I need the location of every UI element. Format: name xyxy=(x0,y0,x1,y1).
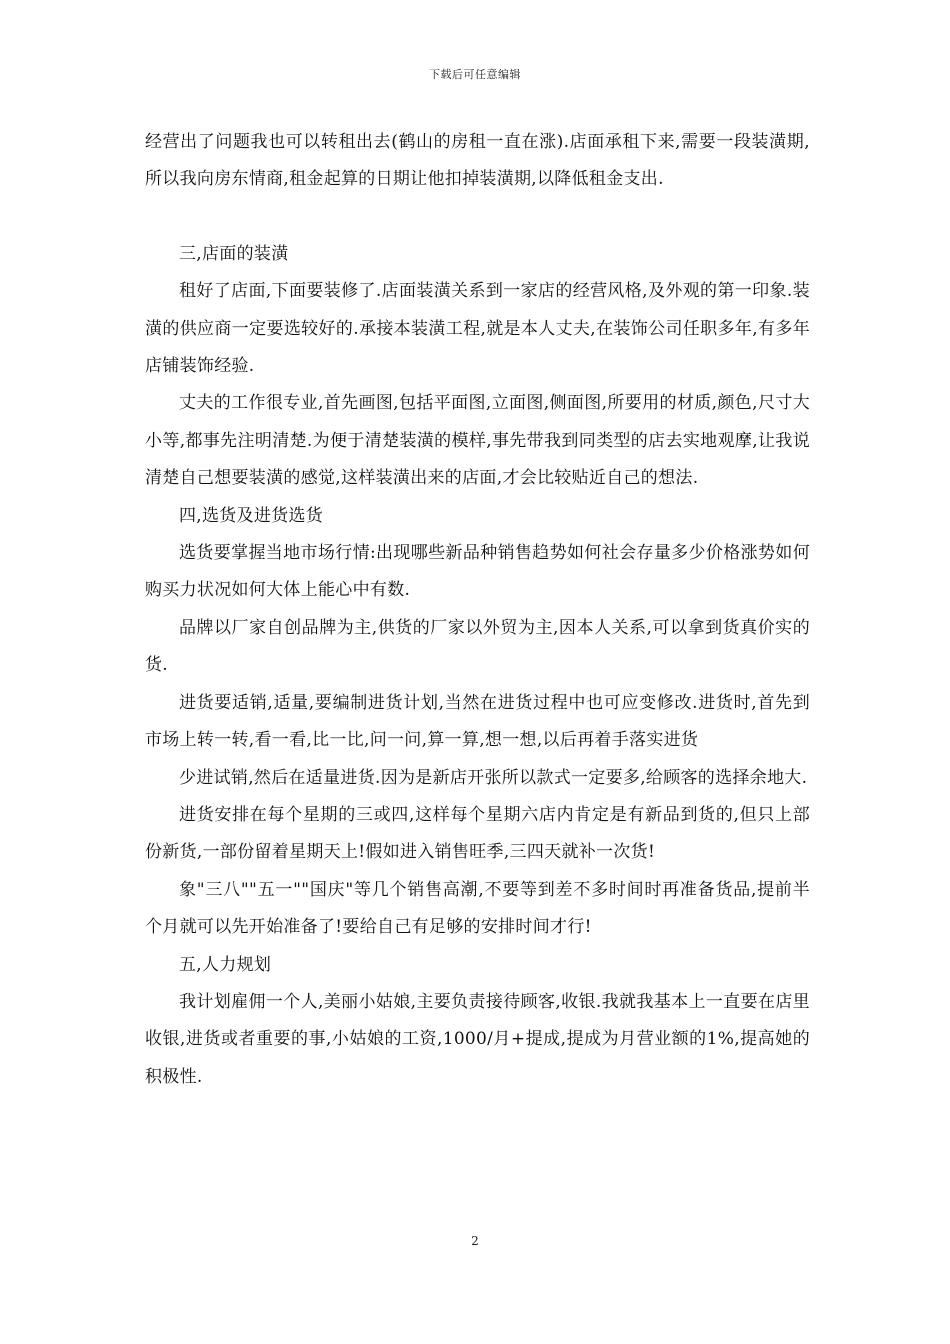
paragraph-continuation: 经营出了问题我也可以转租出去(鹤山的房租一直在涨).店面承租下来,需要一段装潢期,所以我向房东情商,租金起算的日期让他扣掉装潢期,以降低租金支出. xyxy=(145,132,810,190)
paragraph-holidays: 象"三八""五一""国庆"等几个销售高潮,不要等到差不多时间时再准备货品,提前半个月就可以先开始准备了!要给自己有足够的安排时间才行! xyxy=(145,879,810,938)
paragraph-staffing: 我计划雇佣一个人,美丽小姑娘,主要负责接待顾客,收银.我就我基本上一直要在店里收银,进货或者重要的事,小姑娘的工资,1000/月+提成,提成为月营业额的1%,提高她的积极性. xyxy=(145,991,810,1087)
paragraph-gap xyxy=(145,199,810,236)
paragraph-market-research: 选货要掌握当地市场行情:出现哪些新品种销售趋势如何社会存量多少价格涨势如何购买力状况如何大体上能心中有数. xyxy=(145,543,810,601)
page-number: 2 xyxy=(471,1234,479,1248)
section-heading-staffing: 五,人力规划 xyxy=(179,954,272,975)
paragraph-purchase-plan: 进货要适销,适量,要编制进货计划,当然在进货过程中也可应变修改.进货时,首先到市场上转一转,看一看,比一比,问一问,算一算,想一想,以后再着手落实进货 xyxy=(145,692,810,751)
paragraph-brand: 品牌以厂家自创品牌为主,供货的厂家以外贸为主,因本人关系,可以拿到货真价实的货. xyxy=(145,617,810,676)
section-heading-decoration: 三,店面的装潢 xyxy=(179,243,289,264)
paragraph-trial-sales: 少进试销,然后在适量进货.因为是新店开张所以款式一定要多,给顾客的选择余地大. xyxy=(179,767,808,788)
paragraph-schedule: 进货安排在每个星期的三或四,这样每个星期六店内肯定是有新品到货的,但只上部份新货,一部份留着星期天上!假如进入销售旺季,三四天就补一次货! xyxy=(145,804,810,863)
paragraph-decoration-details: 丈夫的工作很专业,首先画图,包括平面图,立面图,侧面图,所要用的材质,颜色,尺寸大小等,都事先注明清楚.为便于清楚装潢的模样,事先带我到同类型的店去实地观摩,让我说清楚自己想要装潢的感觉,这样装潢出来的店面,才会比较贴近自己的想法. xyxy=(145,393,810,489)
paragraph-decoration-intro: 租好了店面,下面要装修了.店面装潢关系到一家店的经营风格,及外观的第一印象.装潢的供应商一定要选较好的.承接本装潢工程,就是本人丈夫,在装饰公司任职多年,有多年店铺装饰经验. xyxy=(145,281,810,377)
page-header: 下载后可任意编辑 xyxy=(429,68,521,81)
document-body xyxy=(145,124,810,1096)
section-heading-purchasing: 四,选货及进货选货 xyxy=(179,505,324,526)
